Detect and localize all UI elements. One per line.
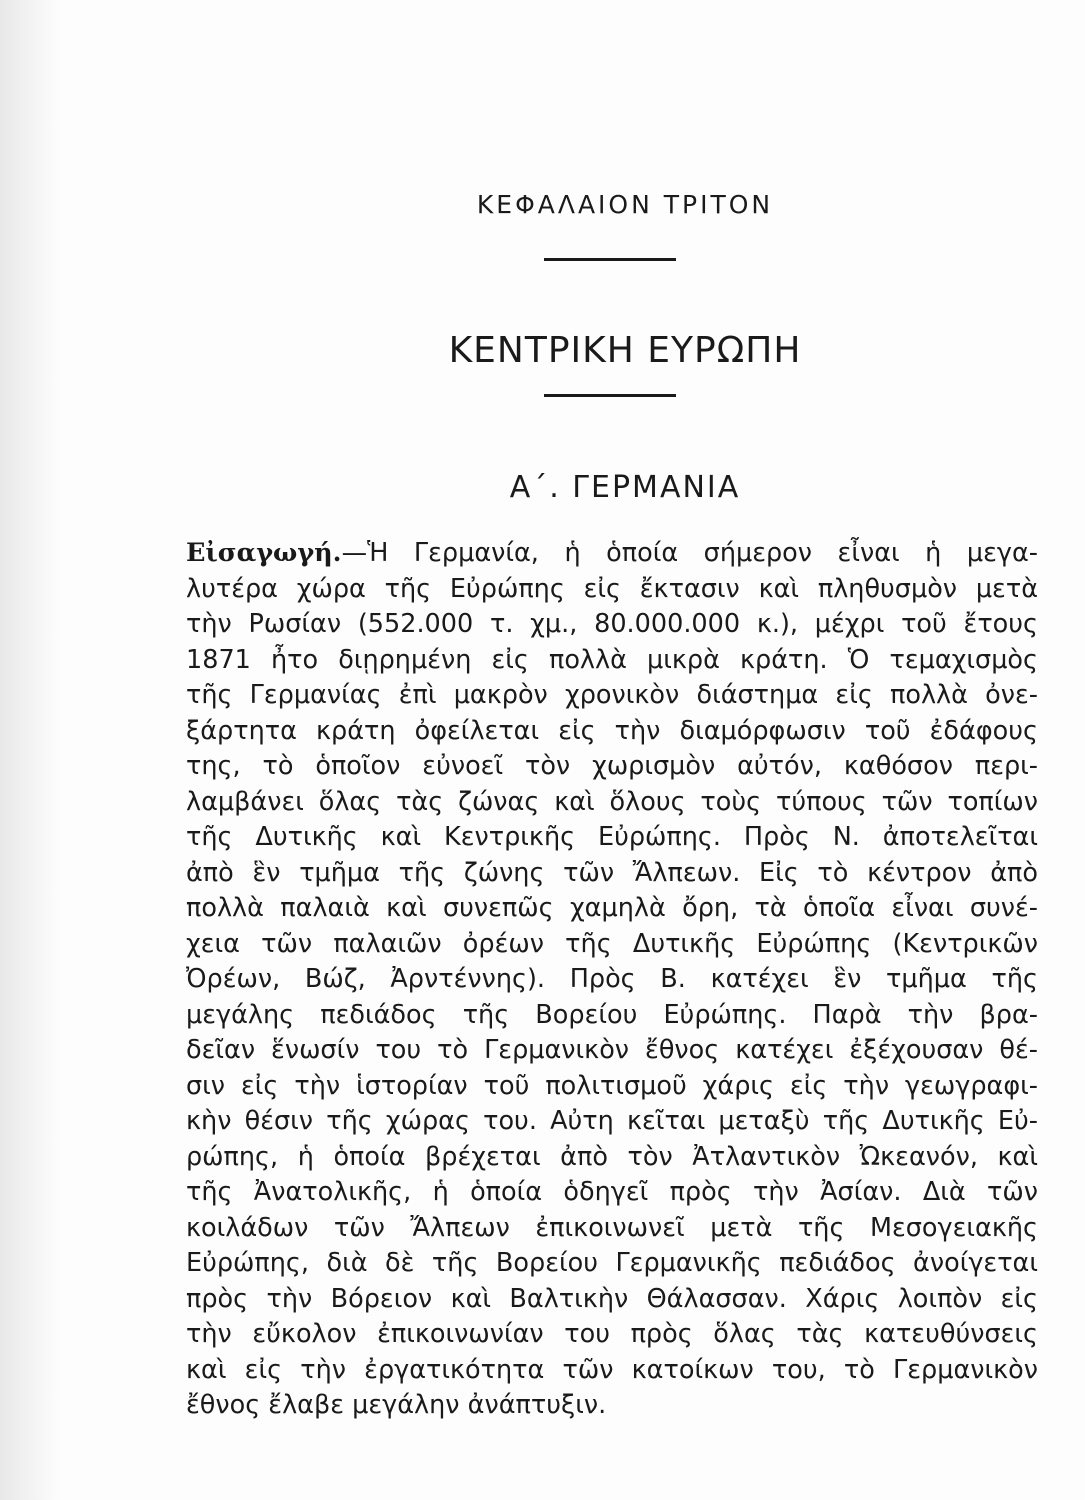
text-line: τὴν Ρωσίαν (552.000 τ. χμ., 80.000.000 κ.), μέχρι τοῦ ἔτους (186, 609, 1038, 639)
text-line: τῆς Δυτικῆς καὶ Κεντρικῆς Εὐρώπης. Πρὸς Ν. ἀποτελεῖται (186, 822, 1038, 852)
text-line: ρώπης, ἡ ὁποία βρέχεται ἀπὸ τὸν Ἀτλαντικὸν Ὠκεανόν, καὶ (186, 1141, 1038, 1172)
chapter-label: ΚΕΦΑΛΑΙΟΝ ΤΡΙΤΟΝ (476, 190, 774, 219)
text-line: Εὐρώπης, διὰ δὲ τῆς Βορείου Γερμανικῆς πεδιάδος ἀνοίγεται (186, 1248, 1038, 1278)
text-line: τῆς Ἀνατολικῆς, ἡ ὁποία ὁδηγεῖ πρὸς τὴν Ἀσίαν. Διὰ τῶν (186, 1177, 1038, 1207)
text-line: Ὀρέων, Βώζ, Ἀρντέννης). Πρὸς Β. κατέχει ἓν τμῆμα τῆς (186, 964, 1038, 994)
text-line: της, τὸ ὁποῖον εὐνοεῖ τὸν χωρισμὸν αὐτόν, καθόσον περι- (186, 751, 1038, 781)
chapter-rule-top (544, 258, 676, 261)
text-line: χεια τῶν παλαιῶν ὀρέων τῆς Δυτικῆς Εὐρώπης (Κεντρικῶν (186, 928, 1038, 959)
text-line: τὴν εὔκολον ἐπικοινωνίαν του πρὸς ὅλας τὰς κατευθύνσεις (186, 1319, 1038, 1349)
section-title: Α΄. ΓΕΡΜΑΝΙΑ (509, 470, 741, 505)
text-line (186, 536, 1038, 572)
text-line: ξάρτητα κράτη ὀφείλεται εἰς τὴν διαμόρφωσιν τοῦ ἐδάφους (186, 715, 1038, 746)
text-line: κοιλάδων τῶν Ἄλπεων ἐπικοινωνεῖ μετὰ τῆς Μεσογειακῆς (186, 1212, 1038, 1243)
text-line: κὴν θέσιν τῆς χώρας του. Αὐτη κεῖται μεταξὺ τῆς Δυτικῆς Εὐ- (186, 1106, 1038, 1136)
text-line-last: ἔθνος ἔλαβε μεγάλην ἀνάπτυξιν. (186, 1390, 607, 1420)
text-line: πολλὰ παλαιὰ καὶ συνεπῶς χαμηλὰ ὄρη, τὰ ὁποῖα εἶναι συνέ- (186, 893, 1038, 923)
text-line: πρὸς τὴν Βόρειον καὶ Βαλτικὴν Θάλασσαν. Χάρις λοιπὸν εἰς (186, 1283, 1038, 1314)
scan-shadow-edge (0, 0, 60, 1500)
text-line: τῆς Γερμανίας ἐπὶ μακρὸν χρονικὸν διάστημα εἰς πολλὰ ὀνε- (186, 680, 1038, 710)
text-line: 1871 ἦτο διῃρημένη εἰς πολλὰ μικρὰ κράτη. Ὁ τεμαχισμὸς (186, 644, 1038, 675)
lead-word: Εἰσαγωγή. (186, 538, 342, 568)
text-line: σιν εἰς τὴν ἱστορίαν τοῦ πολιτισμοῦ χάρις εἰς τὴν γεωγραφι- (186, 1070, 1038, 1101)
text-line-content: —Ἡ Γερμανία, ἡ ὁποία σήμερον εἶναι ἡ μεγα- (341, 538, 1038, 568)
chapter-rule-bottom (544, 394, 676, 397)
text-line: λυτέρα χώρα τῆς Εὐρώπης εἰς ἔκτασιν καὶ πληθυσμὸν μετὰ (186, 573, 1038, 604)
text-line: μεγάλης πεδιάδος τῆς Βορείου Εὐρώπης. Παρὰ τὴν βρα- (186, 999, 1038, 1030)
text-line: δεῖαν ἕνωσίν του τὸ Γερμανικὸν ἔθνος κατέχει ἐξέχουσαν θέ- (186, 1035, 1038, 1065)
text-line: λαμβάνει ὅλας τὰς ζώνας καὶ ὅλους τοὺς τύπους τῶν τοπίων (186, 786, 1038, 817)
chapter-title: ΚΕΝΤΡΙΚΗ ΕΥΡΩΠΗ (448, 330, 802, 371)
text-line: ἀπὸ ἓν τμῆμα τῆς ζώνης τῶν Ἄλπεων. Εἰς τὸ κέντρον ἀπὸ (186, 857, 1038, 888)
body-paragraph (186, 536, 1038, 1424)
text-line: καὶ εἰς τὴν ἐργατικότητα τῶν κατοίκων του, τὸ Γερμανικὸν (186, 1354, 1038, 1385)
